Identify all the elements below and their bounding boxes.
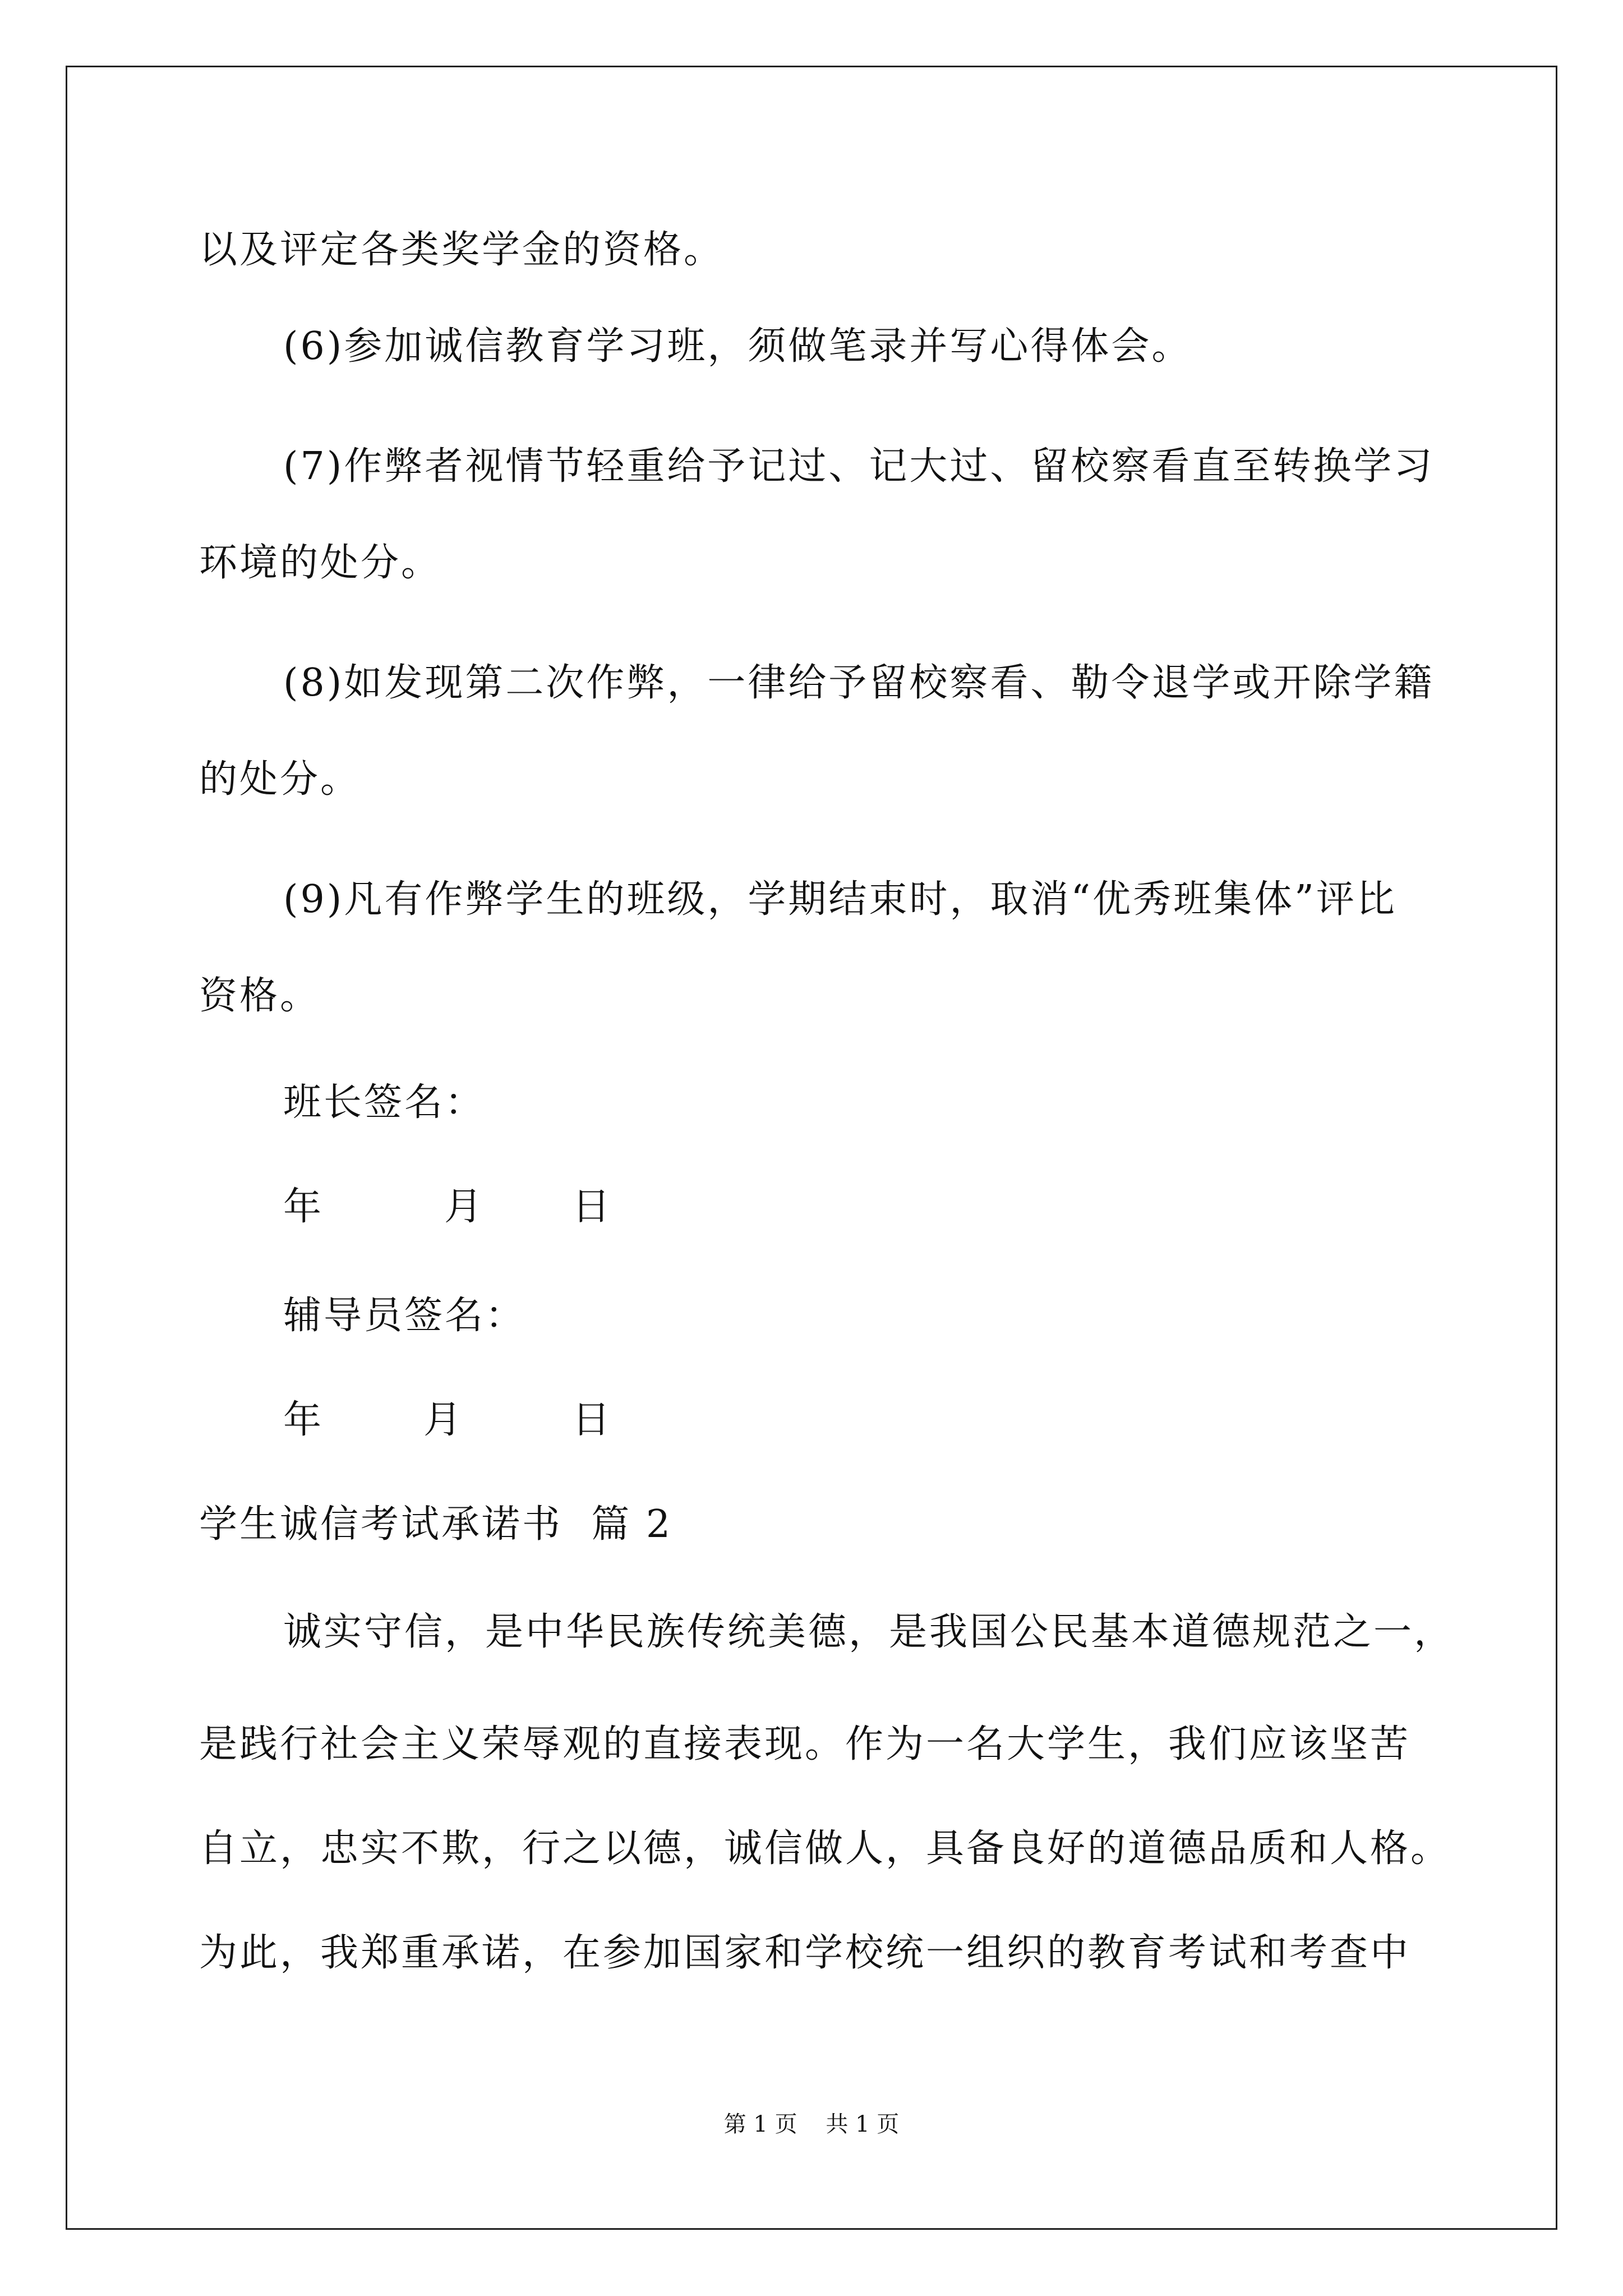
page-footer: 第 1 页 共 1 页 [723, 2111, 900, 2137]
text-line: (6)参加诚信教育学习班，须做笔录并写心得体会。 [283, 324, 1192, 369]
counselor-signature-label: 辅导员签名： [283, 1294, 526, 1338]
text-line: 是践行社会主义荣辱观的直接表现。作为一名大学生，我们应该坚苦 [199, 1722, 1411, 1766]
text-line: 诚实守信，是中华民族传统美德，是我国公民基本道德规范之一， [283, 1610, 1455, 1654]
monitor-signature-label: 班长签名： [283, 1080, 486, 1125]
date-month: 月 [444, 1185, 483, 1229]
date-day: 日 [572, 1398, 611, 1442]
section-heading: 学生诚信考试承诺书 篇 2 [199, 1502, 673, 1547]
text-line: 环境的处分。 [199, 541, 442, 585]
date-month: 月 [423, 1398, 462, 1442]
text-line: (9)凡有作弊学生的班级，学期结束时，取消“优秀班集体”评比 [283, 877, 1397, 922]
text-line: (7)作弊者视情节轻重给予记过、记大过、留校察看直至转换学习 [283, 444, 1435, 489]
text-line: 以及评定各类奖学金的资格。 [199, 228, 725, 272]
date-year: 年 [283, 1185, 322, 1229]
date-year: 年 [283, 1398, 322, 1442]
page-border [66, 66, 1557, 2230]
text-line: (8)如发现第二次作弊，一律给予留校察看、勒令退学或开除学籍 [283, 661, 1435, 705]
text-line: 自立，忠实不欺，行之以德，诚信做人，具备良好的道德品质和人格。 [199, 1826, 1451, 1871]
date-day: 日 [572, 1185, 611, 1229]
text-line: 资格。 [199, 974, 321, 1018]
text-line: 的处分。 [199, 757, 361, 802]
text-line: 为此，我郑重承诺，在参加国家和学校统一组织的教育考试和考查中 [199, 1931, 1411, 1975]
